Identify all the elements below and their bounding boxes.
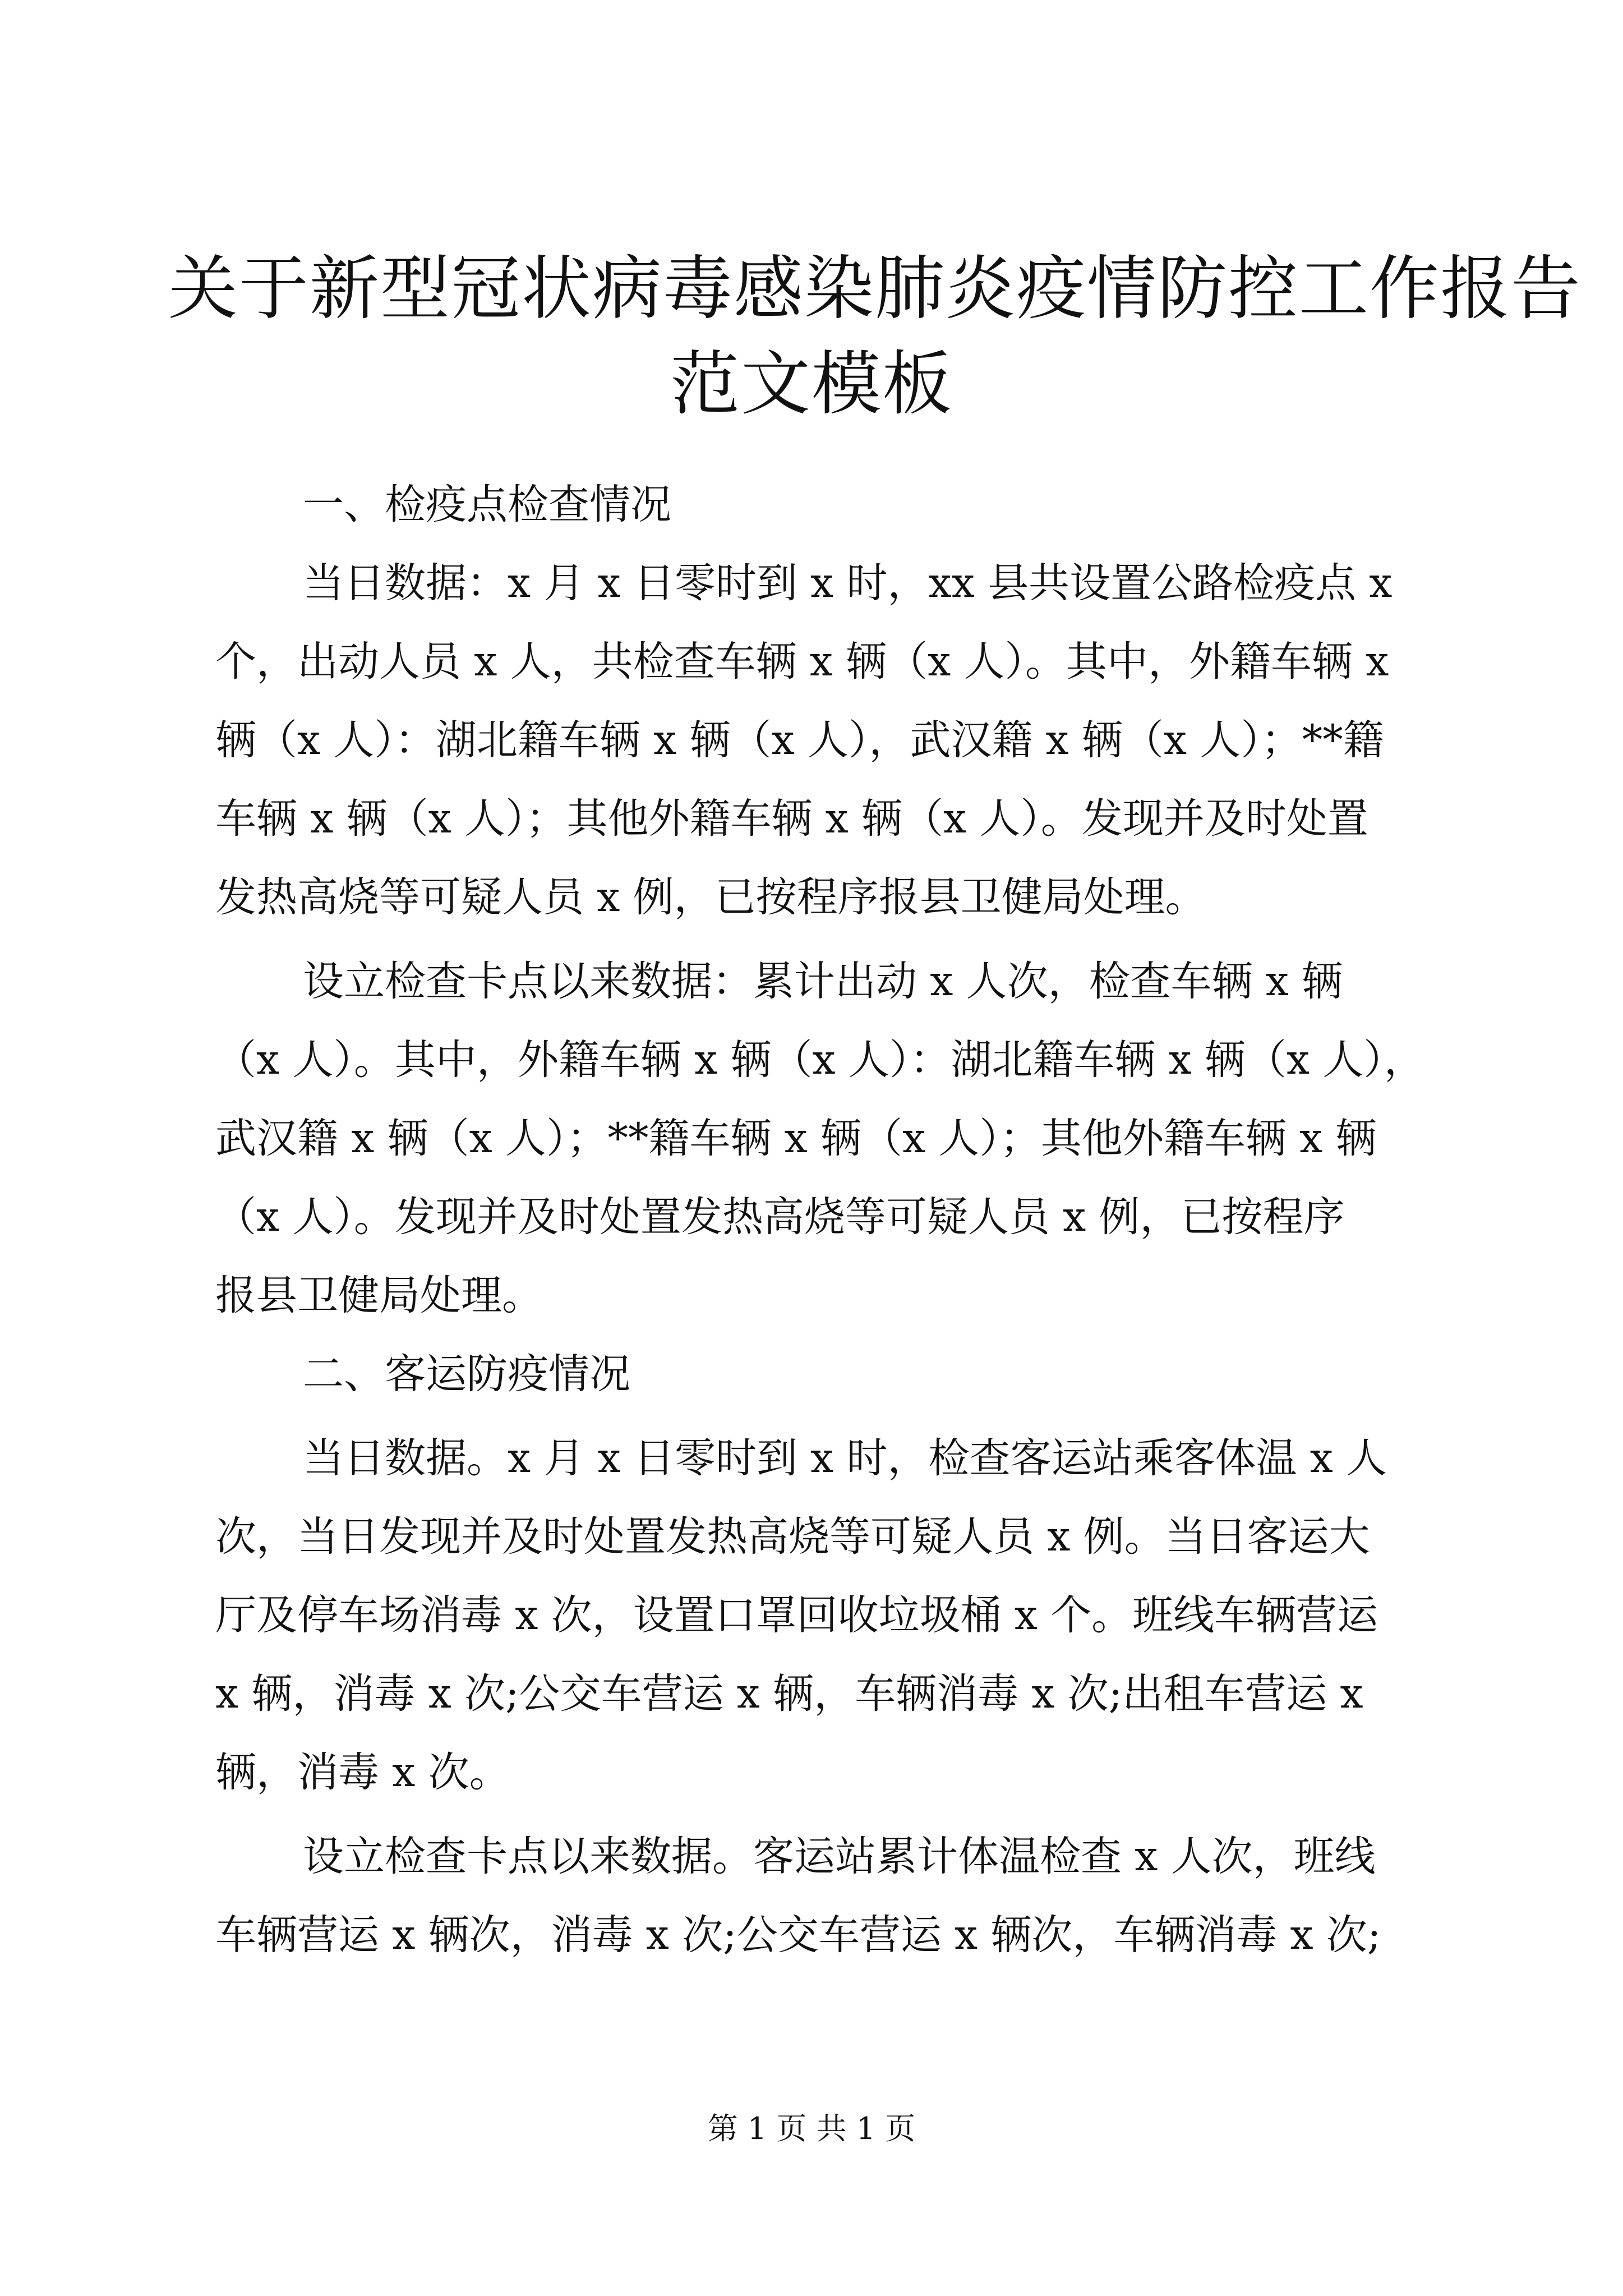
paragraph-line: 辆，消毒 x 次。 (215, 1749, 510, 1796)
paragraph-line: x 辆，消毒 x 次;公交车营运 x 辆，车辆消毒 x 次;出租车营运 x (215, 1670, 1363, 1718)
paragraph-line: 设立检查卡点以来数据。客运站累计体温检查 x 人次，班线 (303, 1833, 1376, 1880)
section-heading: 一、检疫点检查情况 (303, 481, 671, 528)
paragraph-line: 报县卫健局处理。 (215, 1272, 543, 1319)
page-number-footer: 第 1 页 共 1 页 (707, 2111, 916, 2146)
paragraph-line: （x 人）。发现并及时处置发热高烧等可疑人员 x 例，已按程序 (215, 1193, 1345, 1241)
paragraph-line: 发热高烧等可疑人员 x 例，已按程序报县卫健局处理。 (215, 873, 1206, 921)
section-heading: 二、客运防疫情况 (303, 1350, 630, 1398)
paragraph-line: 辆（x 人）：湖北籍车辆 x 辆（x 人），武汉籍 x 辆（x 人）；**籍 (215, 716, 1384, 764)
paragraph-line: 武汉籍 x 辆（x 人）；**籍车辆 x 辆（x 人）；其他外籍车辆 x 辆 (215, 1115, 1377, 1162)
paragraph-line: 次，当日发现并及时处置发热高烧等可疑人员 x 例。当日客运大 (215, 1513, 1370, 1561)
paragraph-line: 设立检查卡点以来数据：累计出动 x 人次，检查车辆 x 辆 (303, 958, 1343, 1005)
paragraph-line: （x 人）。其中，外籍车辆 x 辆（x 人）：湖北籍车辆 x 辆（x 人）， (215, 1036, 1425, 1084)
paragraph-line: 厅及停车场消毒 x 次，设置口罩回收垃圾桶 x 个。班线车辆营运 (215, 1591, 1378, 1639)
paragraph-line: 当日数据。x 月 x 日零时到 x 时，检查客运站乘客体温 x 人 (303, 1434, 1387, 1482)
paragraph-line: 个，出动人员 x 人，共检查车辆 x 辆（x 人）。其中，外籍车辆 x (215, 638, 1389, 685)
document-title-line-2: 范文模板 (670, 344, 953, 425)
document-title-line-1: 关于新型冠状病毒感染肺炎疫情防控工作报告 (168, 249, 1582, 329)
paragraph-line: 车辆 x 辆（x 人）；其他外籍车辆 x 辆（x 人）。发现并及时处置 (215, 795, 1368, 843)
paragraph-line: 当日数据：x 月 x 日零时到 x 时，xx 县共设置公路检疫点 x (303, 559, 1393, 607)
paragraph-line: 车辆营运 x 辆次，消毒 x 次;公交车营运 x 辆次，车辆消毒 x 次; (215, 1911, 1381, 1959)
